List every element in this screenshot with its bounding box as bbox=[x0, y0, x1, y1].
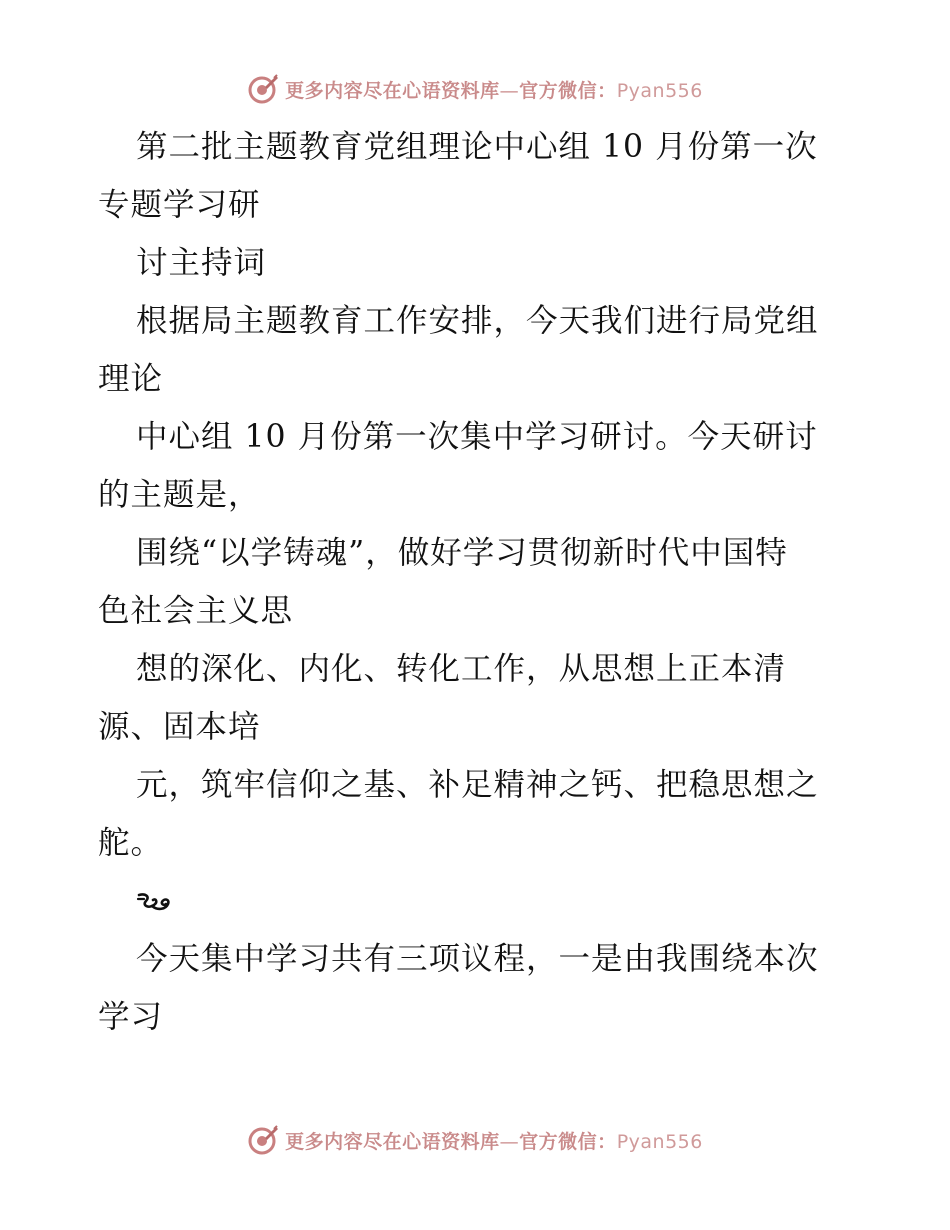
text-line: 元，筑牢信仰之基、补足精神之钙、把稳思想之 bbox=[136, 767, 819, 803]
pen-logo-icon bbox=[247, 1124, 279, 1156]
text-line: 源、固本培 bbox=[98, 709, 261, 745]
text-line: 围绕“以学铸魂”，做好学习贯彻新时代中国特 bbox=[136, 535, 788, 571]
text-line: 的主题是， bbox=[98, 477, 261, 513]
header-watermark bbox=[0, 71, 950, 107]
watermark-text: 更多内容尽在心语资料库—官方微信：Pyan556 bbox=[285, 1130, 703, 1153]
text-line: 学习 bbox=[98, 999, 164, 1035]
text-line: 想的深化、内化、转化工作，从思想上正本清 bbox=[136, 651, 787, 687]
text-line: 中心组 10 月份第一次集中学习研讨。今天研讨 bbox=[136, 419, 818, 455]
text-line: 舵。 bbox=[98, 825, 164, 861]
text-line: 今天集中学习共有三项议程，一是由我围绕本次 bbox=[136, 941, 819, 977]
text-line: 讨主持词 bbox=[136, 245, 267, 281]
text-line: 专题学习研 bbox=[98, 187, 261, 223]
watermark-text: 更多内容尽在心语资料库—官方微信：Pyan556 bbox=[285, 79, 703, 102]
text-line: 第二批主题教育党组理论中心组 10 月份第一次 bbox=[136, 129, 818, 165]
text-line: 色社会主义思 bbox=[98, 593, 294, 629]
swirl-ornament-icon bbox=[136, 891, 172, 913]
text-line: 根据局主题教育工作安排，今天我们进行局党组 bbox=[136, 303, 819, 339]
footer-watermark bbox=[0, 1122, 950, 1158]
pen-logo-icon bbox=[247, 73, 279, 105]
document-body bbox=[98, 118, 858, 1046]
ornament-divider bbox=[98, 872, 858, 930]
text-line: 理论 bbox=[98, 361, 164, 397]
